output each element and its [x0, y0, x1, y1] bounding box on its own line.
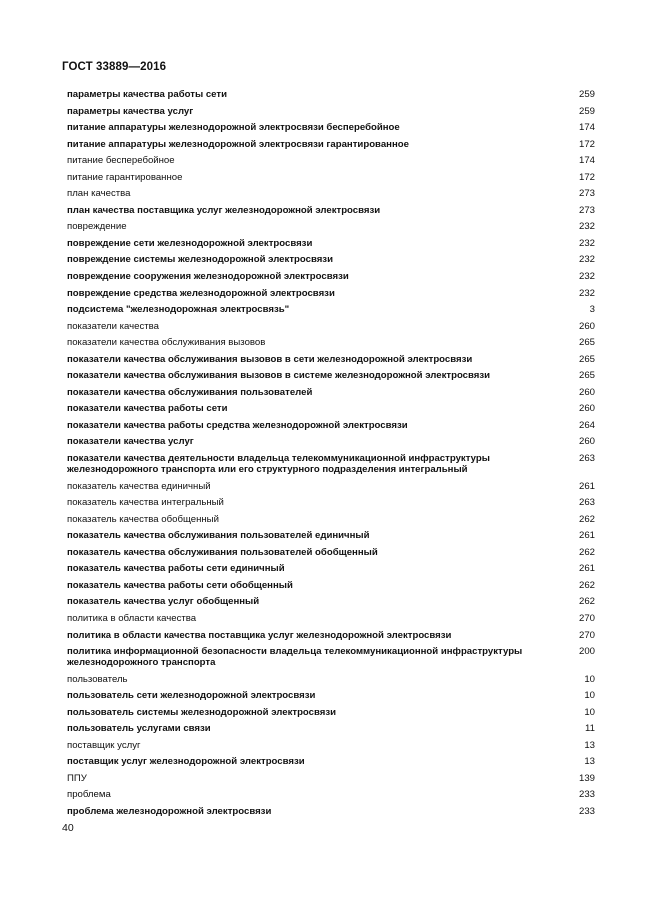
index-entry [67, 304, 596, 315]
index-entry [67, 756, 596, 767]
index-page-ref: 233 [578, 789, 595, 801]
index-entry [67, 403, 596, 414]
index-page-ref: 261 [578, 530, 595, 542]
index-page-ref: 261 [578, 480, 595, 492]
index-entry [67, 139, 596, 150]
index-page-ref: 232 [578, 271, 595, 283]
index-entry [67, 155, 596, 166]
index-term: план качества поставщика услуг железнодорожной электросвязи [67, 204, 381, 216]
index-entry [67, 674, 596, 685]
index-term: параметры качества работы сети [67, 89, 227, 100]
index-page-ref: 262 [578, 596, 595, 608]
index-page-ref: 232 [578, 221, 595, 233]
index-entry [67, 106, 596, 117]
index-entry [67, 254, 596, 265]
index-term: повреждение сети железнодорожной электросвязи [67, 237, 313, 249]
index-term: пользователь сети железнодорожной электросвязи [67, 690, 316, 702]
index-entry [67, 580, 596, 591]
index-page-ref: 232 [578, 287, 595, 299]
index-page-ref: 260 [578, 320, 595, 332]
index-entry [67, 497, 596, 508]
index-entry [67, 172, 596, 183]
index-term: показатель качества обобщенный [67, 513, 219, 525]
index-term: показатель качества услуг обобщенный [67, 596, 260, 608]
index-entry [67, 221, 596, 232]
index-term: повреждение сооружения железнодорожной электросвязи [67, 271, 349, 283]
index-term: политика в области качества [67, 612, 197, 624]
index-page-ref: 10 [584, 690, 595, 702]
index-term: питание аппаратуры железнодорожной электросвязи бесперебойное [67, 122, 400, 134]
index-page-ref: 10 [584, 706, 595, 718]
index-entry [67, 337, 596, 348]
index-term: пользователь услугами связи [67, 723, 211, 735]
index-entry [67, 370, 596, 381]
index-term: параметры качества услуг [67, 105, 194, 117]
index-term: показатели качества работы средства железнодорожной электросвязи [67, 419, 408, 431]
index-term: показатели качества деятельности владельца телекоммуникационной инфраструктуры железнодорожного транспорта или его структурного подразделения интегральный [67, 453, 490, 476]
index-page-ref: 265 [578, 353, 595, 365]
index-page-ref: 261 [578, 563, 595, 575]
index-page-ref: 174 [578, 122, 595, 134]
index-page-ref: 10 [584, 673, 595, 685]
index-page-ref: 3 [589, 304, 595, 316]
index-term: питание аппаратуры железнодорожной электросвязи гарантированное [67, 138, 409, 150]
index-entry [67, 690, 596, 701]
index-page-ref: 273 [578, 204, 595, 216]
index-entry [67, 530, 596, 541]
index-page-ref: 139 [578, 772, 595, 784]
index-term: подсистема "железнодорожная электросвязь" [67, 304, 290, 316]
index-term: пользователь [67, 673, 128, 685]
index-page-ref: 13 [584, 739, 595, 751]
index-term: питание бесперебойное [67, 155, 175, 167]
index-page-ref: 263 [578, 497, 595, 509]
index-term: повреждение [67, 221, 127, 233]
index-page-ref: 260 [578, 403, 595, 415]
index-entry [67, 646, 596, 668]
index-entry [67, 321, 596, 332]
index-page-ref: 259 [578, 89, 595, 100]
index-entry [67, 547, 596, 558]
index-page-ref: 264 [578, 419, 595, 431]
index-term: пользователь системы железнодорожной электросвязи [67, 706, 337, 718]
index-term: поставщик услуг [67, 739, 141, 751]
index-entry [67, 188, 596, 199]
index-entry [67, 596, 596, 607]
index-term: показатель качества работы сети единичный [67, 563, 285, 575]
index-page-ref: 174 [578, 155, 595, 167]
index-page-ref: 13 [584, 756, 595, 768]
index-list [67, 89, 596, 823]
index-page-ref: 265 [578, 370, 595, 382]
index-entry [67, 205, 596, 216]
index-term: показатели качества обслуживания вызовов в сети железнодорожной электросвязи [67, 353, 473, 365]
index-term: показатель качества интегральный [67, 497, 224, 509]
index-page-ref: 172 [578, 171, 595, 183]
index-entry [67, 453, 596, 475]
index-term: поставщик услуг железнодорожной электросвязи [67, 756, 305, 768]
index-page-ref: 200 [578, 646, 595, 658]
index-term: повреждение средства железнодорожной электросвязи [67, 287, 335, 299]
index-entry [67, 89, 596, 100]
index-entry [67, 723, 596, 734]
index-page-ref: 11 [585, 723, 595, 735]
index-term: показатели качества [67, 320, 159, 332]
index-term: питание гарантированное [67, 171, 183, 183]
page-number: 40 [62, 822, 74, 834]
index-term: ППУ [67, 772, 87, 784]
index-entry [67, 707, 596, 718]
index-page-ref: 265 [578, 337, 595, 349]
index-entry [67, 122, 596, 133]
index-term: показатели качества работы сети [67, 403, 228, 415]
index-page-ref: 262 [578, 579, 595, 591]
index-term: проблема железнодорожной электросвязи [67, 805, 272, 817]
index-entry [67, 288, 596, 299]
index-term: политика в области качества поставщика услуг железнодорожной электросвязи [67, 629, 452, 641]
index-page-ref: 232 [578, 254, 595, 266]
index-entry [67, 420, 596, 431]
index-page-ref: 172 [578, 138, 595, 150]
index-page-ref: 262 [578, 546, 595, 558]
index-term: показатель качества работы сети обобщенный [67, 579, 293, 591]
index-term: повреждение системы железнодорожной электросвязи [67, 254, 333, 266]
index-entry [67, 773, 596, 784]
index-term: проблема [67, 789, 111, 801]
index-page-ref: 273 [578, 188, 595, 200]
index-entry [67, 789, 596, 800]
index-entry [67, 436, 596, 447]
index-term: показатели качества обслуживания пользователей [67, 386, 313, 398]
index-page-ref: 259 [578, 105, 595, 117]
index-term: политика информационной безопасности владельца телекоммуникационной инфраструктуры железнодорожного транспорта [67, 646, 523, 669]
index-term: показатели качества обслуживания вызовов [67, 337, 266, 349]
index-entry [67, 740, 596, 751]
index-entry [67, 354, 596, 365]
index-term: план качества [67, 188, 131, 200]
index-entry [67, 271, 596, 282]
index-page-ref: 263 [578, 453, 595, 465]
index-entry [67, 514, 596, 525]
index-entry [67, 630, 596, 641]
index-entry [67, 238, 596, 249]
index-entry [67, 806, 596, 817]
index-page-ref: 260 [578, 386, 595, 398]
index-term: показатели качества услуг [67, 436, 194, 448]
index-term: показатель качества единичный [67, 480, 211, 492]
index-entry [67, 387, 596, 398]
document-header: ГОСТ 33889—2016 [62, 61, 167, 73]
index-term: показатель качества обслуживания пользователей обобщенный [67, 546, 378, 558]
index-page-ref: 262 [578, 513, 595, 525]
index-entry [67, 563, 596, 574]
index-term: показатели качества обслуживания вызовов в системе железнодорожной электросвязи [67, 370, 491, 382]
index-entry [67, 613, 596, 624]
index-term: показатель качества обслуживания пользователей единичный [67, 530, 370, 542]
index-page-ref: 270 [578, 629, 595, 641]
index-entry [67, 481, 596, 492]
index-page-ref: 270 [578, 612, 595, 624]
index-page-ref: 232 [578, 237, 595, 249]
index-page-ref: 233 [578, 805, 595, 817]
index-page-ref: 260 [578, 436, 595, 448]
